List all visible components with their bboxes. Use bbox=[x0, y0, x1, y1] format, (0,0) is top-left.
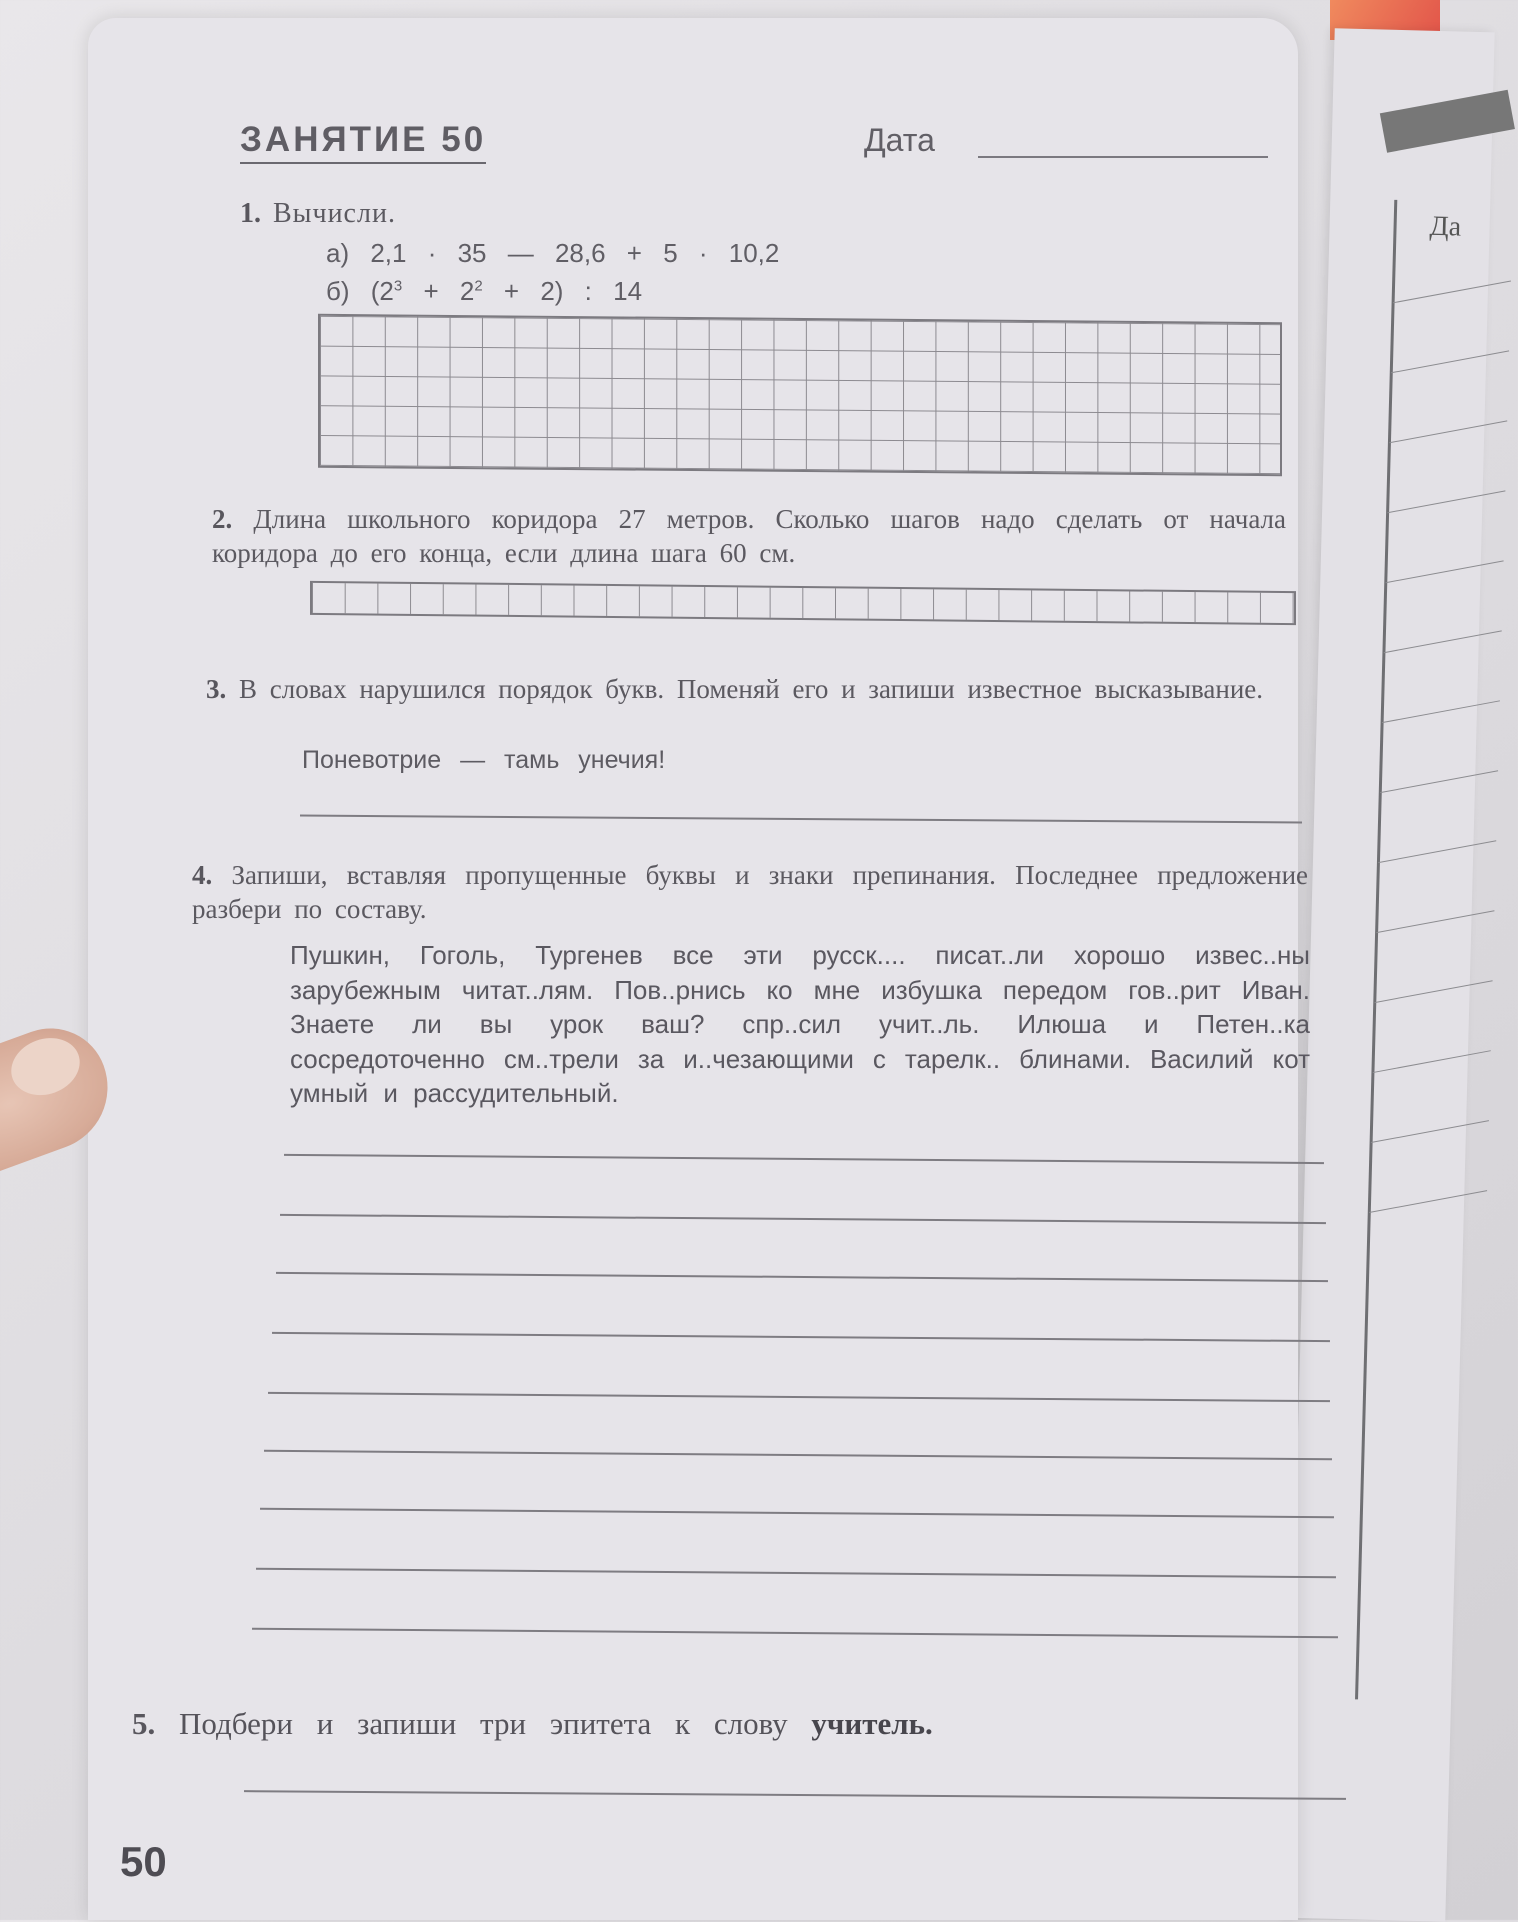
next-page-rule bbox=[1380, 770, 1498, 793]
task4-number: 4. bbox=[192, 860, 213, 890]
next-page-rule bbox=[1384, 630, 1502, 653]
next-page-rule bbox=[1378, 840, 1496, 863]
task2-answer-cells[interactable] bbox=[310, 581, 1296, 625]
task5-text bbox=[132, 1706, 933, 1742]
date-field[interactable] bbox=[978, 156, 1268, 158]
next-page-rule bbox=[1387, 490, 1505, 513]
next-page-rule bbox=[1382, 700, 1500, 723]
task5-keyword: учитель. bbox=[811, 1706, 933, 1741]
task1-expression-b: б) $(2^3 + 2^2 + 2)$ : 14 bbox=[326, 276, 643, 306]
date-label: Дата bbox=[864, 122, 935, 158]
task4-answer-line[interactable] bbox=[260, 1508, 1334, 1518]
task5-answer-line[interactable] bbox=[244, 1790, 1346, 1800]
page-number: 50 bbox=[120, 1838, 167, 1885]
task2-body: Длина школьного коридора 27 метров. Сколько шагов надо сделать от начала коридора до его конца, если длина шага 60 см. bbox=[212, 504, 1287, 568]
next-page-rule bbox=[1385, 560, 1503, 583]
task3-text bbox=[206, 672, 1300, 706]
task4-answer-line[interactable] bbox=[256, 1568, 1336, 1578]
next-page-date-fragment: Да bbox=[1429, 210, 1462, 243]
task2-text bbox=[212, 502, 1286, 570]
task2-number: 2. bbox=[212, 504, 233, 534]
task4-passage: Пушкин, Гоголь, Тургенев все эти русск.... писат..ли хорошо извес..ны зарубежным читат..лям. Пов..рнись ко мне избушка передом гов..рит Иван. Знаете ли вы урок ваш? спр..сил учит..ль. Илюша и Петен..ка сосредоточенно см..трели за и..чезающими с тарелк.. блинами. Василий кот умный и рассудительный. bbox=[290, 940, 1310, 1108]
task1-expression-a: а) 2,1 · 35 — 28,6 + 5 · 10,2 bbox=[326, 238, 780, 268]
task3-scrambled-phrase: Поневотрие — тамь унечия! bbox=[302, 746, 666, 774]
task1-heading bbox=[240, 198, 396, 230]
lesson-title: ЗАНЯТИЕ 50 bbox=[240, 120, 486, 164]
next-page-header-bar bbox=[1380, 90, 1515, 153]
next-page-rule bbox=[1393, 280, 1511, 303]
task4-text bbox=[192, 858, 1308, 926]
task4-answer-line[interactable] bbox=[272, 1332, 1330, 1342]
task1-answer-grid[interactable] bbox=[318, 314, 1282, 476]
task4-answer-line[interactable] bbox=[264, 1450, 1332, 1460]
task4-answer-line[interactable] bbox=[268, 1392, 1330, 1402]
next-page-rule bbox=[1391, 350, 1509, 373]
task1-label: Вычисли. bbox=[273, 198, 396, 229]
task1-number: 1. bbox=[240, 198, 261, 229]
task5-number: 5. bbox=[132, 1706, 156, 1741]
task4-answer-line[interactable] bbox=[284, 1154, 1324, 1164]
next-page-rule bbox=[1389, 420, 1507, 443]
task5-body: Подбери и запиши три эпитета к слову bbox=[179, 1706, 788, 1741]
next-page-rule bbox=[1374, 980, 1492, 1003]
task4-answer-line[interactable] bbox=[252, 1628, 1338, 1639]
fingernail bbox=[3, 1029, 88, 1105]
workbook-page bbox=[88, 18, 1310, 1920]
task4-body: Запиши, вставляя пропущенные буквы и знаки препинания. Последнее предложение разбери по составу. bbox=[192, 860, 1309, 924]
task3-body: В словах нарушился порядок букв. Поменяй его и запиши известное высказывание. bbox=[239, 674, 1264, 704]
next-page-frame-line bbox=[1355, 200, 1397, 1700]
task3-answer-line[interactable] bbox=[300, 815, 1302, 824]
next-page-rule bbox=[1371, 1120, 1489, 1143]
task4-answer-line[interactable] bbox=[280, 1214, 1326, 1224]
next-page-rule bbox=[1373, 1050, 1491, 1073]
task4-answer-line[interactable] bbox=[276, 1272, 1328, 1282]
task3-number: 3. bbox=[206, 674, 227, 704]
next-page-rule bbox=[1369, 1190, 1487, 1213]
next-page-rule bbox=[1376, 910, 1494, 933]
